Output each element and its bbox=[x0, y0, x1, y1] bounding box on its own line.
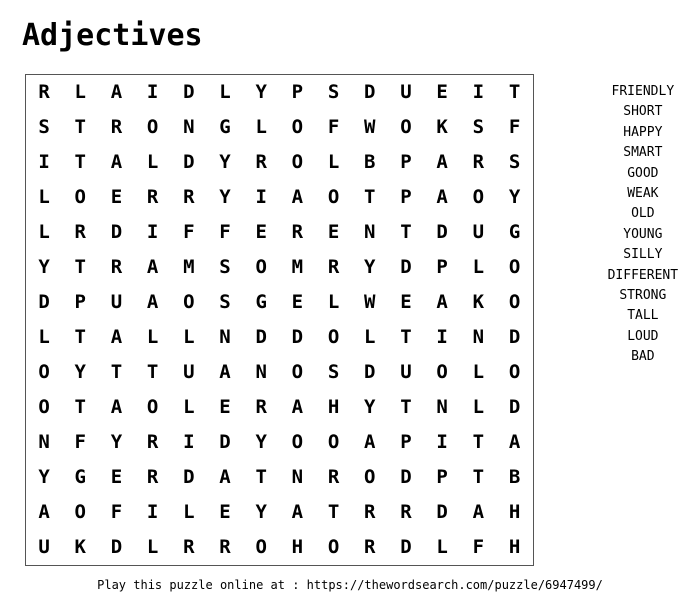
grid-cell[interactable]: T bbox=[472, 466, 485, 488]
grid-cell[interactable]: O bbox=[327, 186, 340, 208]
grid-cell[interactable]: I bbox=[38, 151, 50, 173]
grid-cell[interactable]: S bbox=[219, 291, 231, 313]
grid-cell[interactable]: T bbox=[400, 396, 412, 418]
grid-cell[interactable]: L bbox=[436, 536, 448, 558]
grid-cell[interactable]: D bbox=[400, 256, 412, 278]
grid-cell[interactable]: D bbox=[364, 81, 376, 103]
grid-cell[interactable]: L bbox=[327, 291, 340, 313]
grid-cell[interactable]: A bbox=[110, 326, 123, 348]
grid-cell[interactable]: W bbox=[364, 116, 376, 138]
grid-cell[interactable]: L bbox=[146, 536, 159, 558]
grid-cell[interactable]: F bbox=[327, 116, 340, 138]
grid-cell[interactable]: O bbox=[74, 501, 86, 523]
grid-cell[interactable]: L bbox=[183, 326, 195, 348]
grid-cell[interactable]: A bbox=[146, 291, 159, 313]
grid-cell[interactable]: U bbox=[38, 536, 50, 558]
grid-cell[interactable]: P bbox=[400, 186, 412, 208]
grid-cell[interactable]: Y bbox=[508, 186, 521, 208]
grid-cell[interactable]: D bbox=[255, 326, 267, 348]
grid-cell[interactable]: O bbox=[508, 256, 521, 278]
grid-cell[interactable]: H bbox=[327, 396, 340, 418]
grid-cell[interactable]: N bbox=[436, 396, 448, 418]
grid-cell[interactable]: L bbox=[183, 396, 195, 418]
grid-cell[interactable]: O bbox=[255, 536, 267, 558]
grid-cell[interactable]: R bbox=[400, 501, 412, 523]
word-list-item: DIFFERENT bbox=[607, 267, 679, 283]
grid-cell[interactable]: D bbox=[291, 326, 304, 348]
grid-cell[interactable]: E bbox=[327, 221, 340, 243]
grid-cell[interactable]: D bbox=[183, 151, 195, 173]
grid-cell[interactable]: S bbox=[38, 116, 50, 138]
grid-cell[interactable]: R bbox=[146, 431, 159, 453]
grid-cell[interactable]: U bbox=[183, 361, 195, 383]
grid-cell[interactable]: R bbox=[110, 256, 123, 278]
grid-cell[interactable]: E bbox=[400, 291, 412, 313]
grid-cell[interactable]: T bbox=[364, 186, 376, 208]
grid-cell[interactable]: U bbox=[110, 291, 123, 313]
grid-cell[interactable]: I bbox=[436, 431, 448, 453]
grid-cell[interactable]: S bbox=[472, 116, 485, 138]
footer-link[interactable]: Play this puzzle online at : https://thewordsearch.com/puzzle/6947499/ bbox=[97, 578, 603, 592]
word-list-item: STRONG bbox=[619, 288, 667, 304]
grid-cell[interactable]: A bbox=[472, 501, 485, 523]
grid-cell[interactable]: B bbox=[364, 151, 376, 173]
grid-cell[interactable]: T bbox=[508, 81, 521, 103]
grid-cell[interactable]: R bbox=[327, 466, 340, 488]
grid-row bbox=[26, 460, 534, 495]
grid-row bbox=[26, 320, 534, 355]
grid-row bbox=[26, 530, 534, 566]
grid-row bbox=[26, 390, 534, 425]
grid-cell[interactable]: O bbox=[508, 291, 521, 313]
grid-cell[interactable]: R bbox=[472, 151, 485, 173]
grid-cell[interactable]: F bbox=[183, 221, 195, 243]
grid-cell[interactable]: I bbox=[255, 186, 267, 208]
grid-cell[interactable]: L bbox=[472, 396, 485, 418]
grid-cell[interactable]: R bbox=[291, 221, 304, 243]
grid-cell[interactable]: T bbox=[74, 116, 86, 138]
grid-cell[interactable]: E bbox=[436, 81, 448, 103]
grid-cell[interactable]: Y bbox=[255, 81, 267, 103]
grid-cell[interactable]: P bbox=[74, 291, 86, 313]
grid-cell[interactable]: D bbox=[110, 221, 123, 243]
grid-cell[interactable]: I bbox=[472, 81, 485, 103]
grid-cell[interactable]: S bbox=[327, 81, 340, 103]
grid-cell[interactable]: P bbox=[400, 431, 412, 453]
grid-cell[interactable]: G bbox=[508, 221, 521, 243]
grid-cell[interactable]: M bbox=[183, 256, 195, 278]
grid-cell[interactable]: Y bbox=[219, 151, 231, 173]
grid-cell[interactable]: P bbox=[400, 151, 412, 173]
grid-cell[interactable]: L bbox=[364, 326, 376, 348]
grid-cell[interactable]: O bbox=[472, 186, 485, 208]
word-list-item: TALL bbox=[627, 308, 659, 324]
grid-row bbox=[26, 180, 534, 215]
grid-cell[interactable]: I bbox=[146, 221, 159, 243]
grid-cell[interactable]: L bbox=[38, 186, 50, 208]
grid-cell[interactable]: Y bbox=[255, 431, 267, 453]
word-list-item: SMART bbox=[623, 145, 663, 161]
grid-cell[interactable]: O bbox=[146, 116, 159, 138]
grid-cell[interactable]: R bbox=[219, 536, 231, 558]
grid-cell[interactable]: E bbox=[219, 396, 231, 418]
grid-cell[interactable]: O bbox=[183, 291, 195, 313]
grid-cell[interactable]: A bbox=[219, 361, 231, 383]
grid-cell[interactable]: T bbox=[472, 431, 485, 453]
grid-cell[interactable]: L bbox=[327, 151, 340, 173]
grid-row bbox=[26, 215, 534, 250]
grid-cell[interactable]: L bbox=[472, 256, 485, 278]
grid-cell[interactable]: A bbox=[436, 186, 448, 208]
grid-cell[interactable]: A bbox=[436, 291, 448, 313]
grid-cell[interactable]: O bbox=[74, 186, 86, 208]
grid-cell[interactable]: T bbox=[110, 361, 123, 383]
grid-cell[interactable]: R bbox=[146, 186, 159, 208]
grid-cell[interactable]: F bbox=[74, 431, 86, 453]
grid-cell[interactable]: O bbox=[400, 116, 412, 138]
grid-cell[interactable]: O bbox=[327, 536, 340, 558]
grid-cell[interactable]: Y bbox=[38, 256, 50, 278]
grid-cell[interactable]: T bbox=[327, 501, 340, 523]
grid-cell[interactable]: H bbox=[508, 536, 521, 558]
grid-cell[interactable]: S bbox=[219, 256, 231, 278]
grid-cell[interactable]: R bbox=[255, 151, 267, 173]
grid-cell[interactable]: D bbox=[364, 361, 376, 383]
grid-cell[interactable]: O bbox=[255, 256, 267, 278]
grid-cell[interactable]: R bbox=[110, 116, 123, 138]
grid-cell[interactable]: T bbox=[400, 221, 412, 243]
grid-cell[interactable]: R bbox=[183, 186, 195, 208]
grid-cell[interactable]: T bbox=[255, 466, 267, 488]
grid-cell[interactable]: Y bbox=[364, 396, 376, 418]
grid-cell[interactable]: R bbox=[364, 536, 376, 558]
grid-cell[interactable]: Y bbox=[110, 431, 123, 453]
grid-cell[interactable]: I bbox=[146, 81, 159, 103]
grid-cell[interactable]: F bbox=[472, 536, 485, 558]
grid-cell[interactable]: R bbox=[74, 221, 86, 243]
grid-cell[interactable]: D bbox=[508, 326, 521, 348]
grid-cell[interactable]: G bbox=[255, 291, 267, 313]
grid-cell[interactable]: Y bbox=[38, 466, 50, 488]
grid-cell[interactable]: P bbox=[291, 81, 304, 103]
grid-cell[interactable]: R bbox=[327, 256, 340, 278]
grid-cell[interactable]: L bbox=[183, 501, 195, 523]
grid-cell[interactable]: R bbox=[183, 536, 195, 558]
page-title: Adjectives bbox=[22, 18, 203, 53]
grid-row bbox=[26, 355, 534, 390]
grid-cell[interactable]: B bbox=[508, 466, 521, 488]
grid-cell[interactable]: O bbox=[327, 431, 340, 453]
grid-cell[interactable]: K bbox=[472, 291, 485, 313]
word-list-item: BAD bbox=[631, 349, 655, 365]
grid-cell[interactable]: Y bbox=[364, 256, 376, 278]
grid-cell[interactable]: O bbox=[291, 431, 304, 453]
grid-cell[interactable]: D bbox=[110, 536, 123, 558]
grid-cell[interactable]: I bbox=[146, 501, 159, 523]
grid-cell[interactable]: G bbox=[74, 466, 86, 488]
grid-cell[interactable]: T bbox=[74, 151, 86, 173]
grid-cell[interactable]: Y bbox=[74, 361, 86, 383]
grid-row bbox=[26, 145, 534, 180]
grid-cell[interactable]: E bbox=[255, 221, 267, 243]
grid-cell[interactable]: P bbox=[436, 256, 448, 278]
grid-cell[interactable]: O bbox=[327, 326, 340, 348]
grid-cell[interactable]: H bbox=[291, 536, 304, 558]
grid-cell[interactable]: O bbox=[38, 361, 50, 383]
grid-cell[interactable]: K bbox=[436, 116, 448, 138]
grid-cell[interactable]: L bbox=[255, 116, 267, 138]
grid-cell[interactable]: D bbox=[436, 221, 448, 243]
grid-cell[interactable]: A bbox=[146, 256, 159, 278]
grid-cell[interactable]: N bbox=[364, 221, 376, 243]
grid-cell[interactable]: A bbox=[436, 151, 448, 173]
grid-cell[interactable]: N bbox=[472, 326, 485, 348]
grid-cell[interactable]: T bbox=[74, 326, 86, 348]
grid-cell[interactable]: A bbox=[219, 466, 231, 488]
grid-cell[interactable]: S bbox=[327, 361, 340, 383]
grid-cell[interactable]: O bbox=[146, 396, 159, 418]
grid-cell[interactable]: O bbox=[291, 151, 304, 173]
grid-cell[interactable]: K bbox=[74, 536, 86, 558]
grid-cell[interactable]: T bbox=[146, 361, 159, 383]
grid-cell[interactable]: W bbox=[364, 291, 376, 313]
word-list-item: LOUD bbox=[627, 328, 659, 344]
grid-cell[interactable]: F bbox=[508, 116, 521, 138]
word-list-item: GOOD bbox=[627, 165, 659, 181]
grid-cell[interactable]: A bbox=[110, 396, 123, 418]
grid-cell[interactable]: E bbox=[219, 501, 231, 523]
grid-cell[interactable]: D bbox=[219, 431, 231, 453]
puzzle-content bbox=[0, 74, 700, 566]
word-list-item: FRIENDLY bbox=[611, 84, 675, 99]
grid-cell[interactable]: L bbox=[146, 326, 159, 348]
word-list-item: SILLY bbox=[623, 247, 663, 263]
grid-row bbox=[26, 425, 534, 460]
grid-cell[interactable]: A bbox=[38, 501, 50, 523]
grid-cell[interactable]: U bbox=[400, 81, 412, 103]
grid-row bbox=[26, 110, 534, 145]
grid-cell[interactable]: G bbox=[219, 116, 231, 138]
word-list-item: WEAK bbox=[627, 186, 659, 202]
grid-cell[interactable]: L bbox=[74, 81, 86, 103]
grid-cell[interactable]: S bbox=[508, 151, 521, 173]
grid-cell[interactable]: A bbox=[364, 431, 376, 453]
grid-cell[interactable]: A bbox=[291, 396, 304, 418]
grid-cell[interactable]: U bbox=[472, 221, 485, 243]
grid-cell[interactable]: R bbox=[38, 81, 50, 103]
grid-cell[interactable]: D bbox=[183, 466, 195, 488]
grid-cell[interactable]: H bbox=[508, 501, 521, 523]
letter-grid[interactable] bbox=[25, 74, 534, 566]
grid-cell[interactable]: A bbox=[508, 431, 521, 453]
grid-cell[interactable]: A bbox=[110, 81, 123, 103]
grid-cell[interactable]: D bbox=[400, 466, 412, 488]
grid-row bbox=[26, 75, 534, 111]
grid-cell[interactable]: D bbox=[38, 291, 50, 313]
grid-cell[interactable]: F bbox=[110, 501, 123, 523]
grid-cell[interactable]: N bbox=[291, 466, 304, 488]
grid-cell[interactable]: A bbox=[291, 186, 304, 208]
grid-cell[interactable]: L bbox=[219, 81, 231, 103]
word-list-item: YOUNG bbox=[623, 226, 663, 242]
grid-cell[interactable]: T bbox=[400, 326, 412, 348]
grid-cell[interactable]: O bbox=[291, 116, 304, 138]
grid-cell[interactable]: L bbox=[146, 151, 159, 173]
grid-cell[interactable]: R bbox=[364, 501, 376, 523]
grid-row bbox=[26, 250, 534, 285]
grid-cell[interactable]: N bbox=[183, 116, 195, 138]
grid-cell[interactable]: F bbox=[219, 221, 231, 243]
grid-cell[interactable]: M bbox=[291, 256, 304, 278]
grid-cell[interactable]: I bbox=[436, 326, 448, 348]
grid-cell[interactable]: O bbox=[508, 361, 521, 383]
grid-cell[interactable]: R bbox=[146, 466, 159, 488]
grid-cell[interactable]: L bbox=[472, 361, 485, 383]
grid-cell[interactable]: D bbox=[508, 396, 521, 418]
grid-cell[interactable]: N bbox=[219, 326, 231, 348]
grid-cell[interactable]: L bbox=[38, 221, 50, 243]
grid-cell[interactable]: D bbox=[183, 81, 195, 103]
grid-cell[interactable]: A bbox=[291, 501, 304, 523]
word-list-item: HAPPY bbox=[623, 124, 663, 140]
grid-cell[interactable]: O bbox=[38, 396, 50, 418]
grid-cell[interactable]: Y bbox=[219, 186, 231, 208]
grid-cell[interactable]: P bbox=[436, 466, 448, 488]
grid-cell[interactable]: I bbox=[183, 431, 195, 453]
grid-cell[interactable]: Y bbox=[255, 501, 267, 523]
grid-cell[interactable]: E bbox=[291, 291, 304, 313]
grid-cell[interactable]: N bbox=[38, 431, 50, 453]
word-list-item: SHORT bbox=[623, 104, 663, 120]
grid-cell[interactable]: N bbox=[255, 361, 267, 383]
grid-cell[interactable]: O bbox=[436, 361, 448, 383]
grid-cell[interactable]: E bbox=[110, 186, 123, 208]
grid-cell[interactable]: T bbox=[74, 256, 86, 278]
grid-cell[interactable]: R bbox=[255, 396, 267, 418]
word-list-item: OLD bbox=[631, 206, 655, 222]
grid-cell[interactable]: L bbox=[38, 326, 50, 348]
word-list bbox=[586, 82, 700, 368]
grid-cell[interactable]: U bbox=[400, 361, 412, 383]
grid-row bbox=[26, 495, 534, 530]
grid-cell[interactable]: O bbox=[364, 466, 376, 488]
letter-grid-container bbox=[25, 74, 534, 566]
grid-cell[interactable]: A bbox=[110, 151, 123, 173]
grid-cell[interactable]: D bbox=[436, 501, 448, 523]
grid-row bbox=[26, 285, 534, 320]
grid-cell[interactable]: O bbox=[291, 361, 304, 383]
grid-cell[interactable]: E bbox=[110, 466, 123, 488]
grid-cell[interactable]: T bbox=[74, 396, 86, 418]
grid-cell[interactable]: D bbox=[400, 536, 412, 558]
